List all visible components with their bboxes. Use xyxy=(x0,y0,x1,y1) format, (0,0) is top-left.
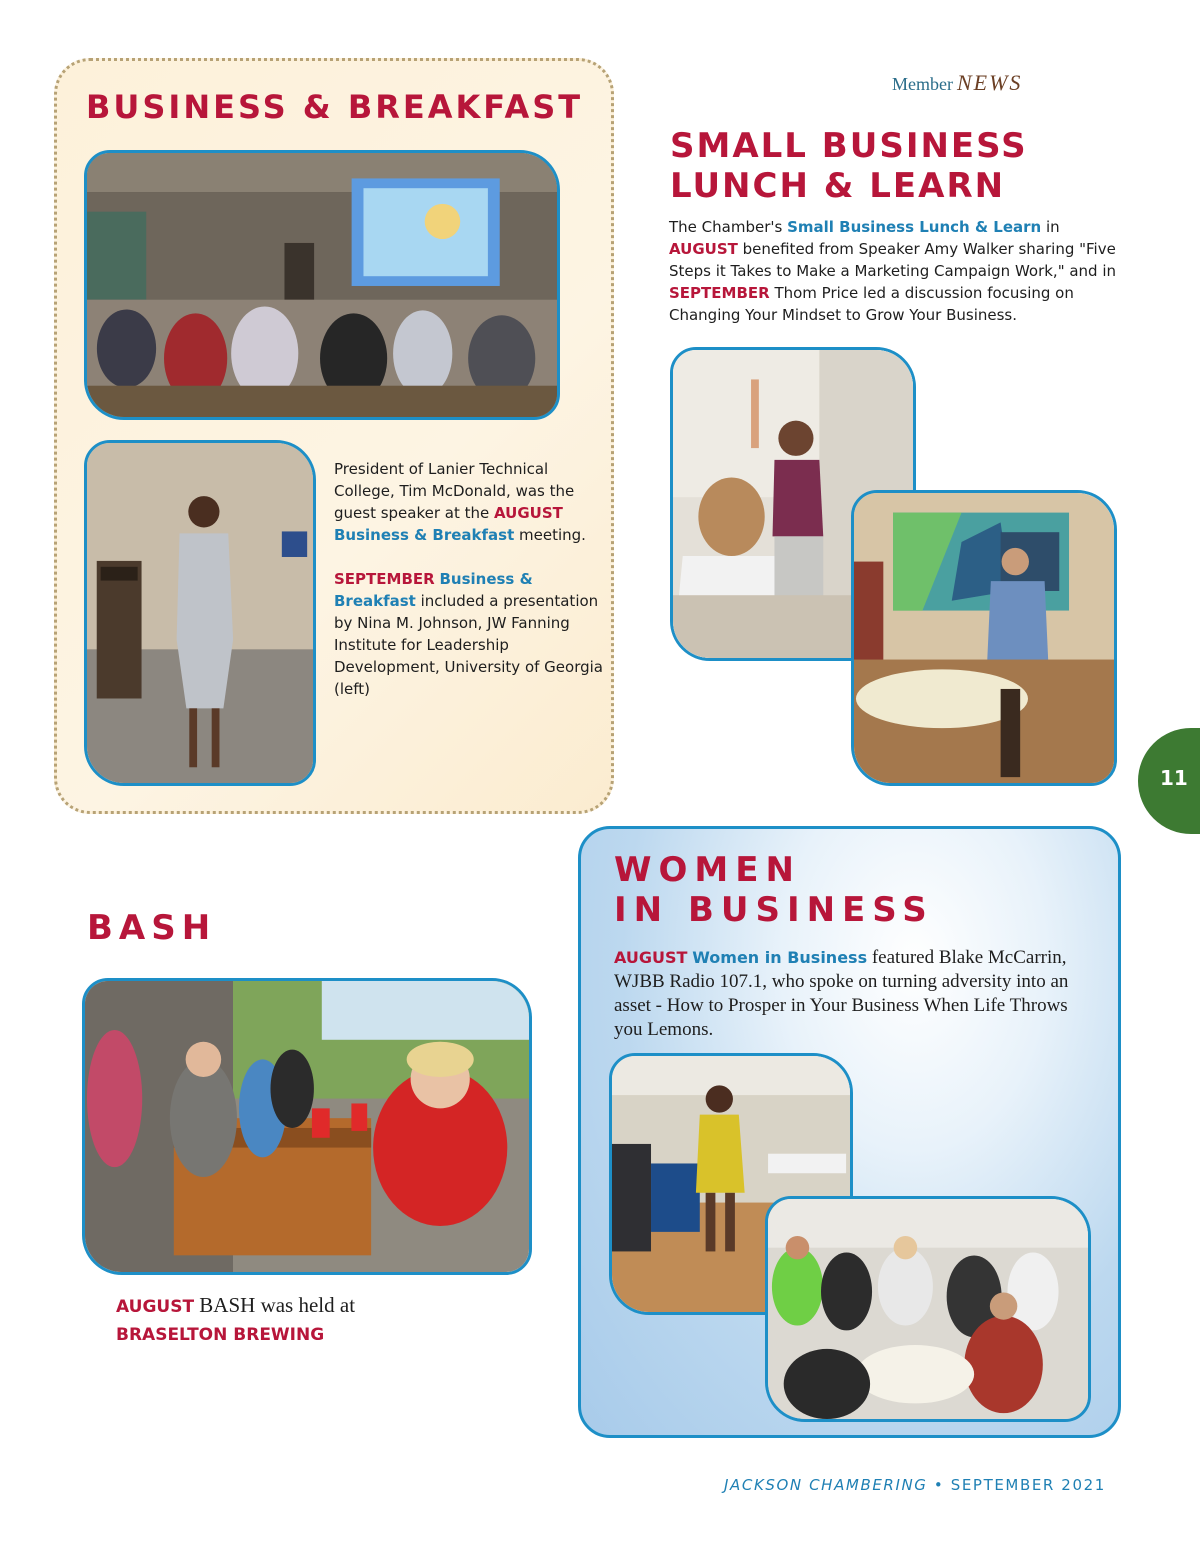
sb-title-line-2: LUNCH & LEARN xyxy=(670,166,1006,206)
lunch-presenter-photo xyxy=(851,490,1117,786)
small-business-title xyxy=(670,126,1028,206)
page-number: 11 xyxy=(1160,766,1188,790)
header-member: Member xyxy=(892,74,953,94)
breakfast-audience-photo xyxy=(84,150,560,420)
women-in-business-title xyxy=(614,850,934,930)
header-news: NEWS xyxy=(956,70,1023,95)
bash-title: BASH xyxy=(87,908,217,948)
sb-t4: Thom Price led a discussion focusing on Changing Your Mindset to Grow Your Business. xyxy=(669,284,1074,324)
sb-t2: in xyxy=(1041,218,1060,236)
bb-p2-month: SEPTEMBER xyxy=(334,570,435,588)
sb-event: Small Business Lunch & Learn xyxy=(787,218,1042,236)
bb-p2-text: included a presentation by Nina M. Johnson, JW Fanning Institute for Leadership Development, University of Georgia (left) xyxy=(334,592,603,698)
bash-place: BRASELTON BREWING xyxy=(116,1325,325,1345)
business-breakfast-text xyxy=(334,458,604,700)
footer-separator: • xyxy=(927,1476,951,1494)
bash-text: BASH was held at xyxy=(194,1293,356,1317)
wib-month: AUGUST xyxy=(614,948,688,967)
bash-event-photo xyxy=(82,978,532,1275)
sb-title-line-1: SMALL BUSINESS xyxy=(670,126,1028,166)
sb-month-1: AUGUST xyxy=(669,240,738,258)
women-in-business-text xyxy=(614,946,1092,1042)
sb-month-2: SEPTEMBER xyxy=(669,284,770,302)
footer-publication: JACKSON CHAMBERING xyxy=(724,1476,928,1494)
bb-paragraph-1 xyxy=(334,458,604,546)
bb-p1-month: AUGUST xyxy=(494,504,563,522)
bb-p1-end: meeting. xyxy=(514,526,586,544)
bb-p1-intro: President of Lanier Technical College, Tim McDonald, was the guest speaker at the xyxy=(334,460,575,522)
sb-t3: benefited from Speaker Amy Walker sharing "Five Steps it Takes to Make a Marketing Campaign Work," and in xyxy=(669,240,1117,280)
bb-p2-event: Business & Breakfast xyxy=(334,570,533,610)
bash-month: AUGUST xyxy=(116,1297,195,1317)
wib-title-line-1: WOMEN xyxy=(614,850,801,890)
wib-t1: featured Blake McCarrin, WJBB Radio 107.1, who spoke on turning adversity into an asset - How to Prosper in Your Business When Life Throws you Lemons. xyxy=(614,947,1069,1040)
wib-audience-photo xyxy=(765,1196,1091,1422)
wib-title-line-2: IN BUSINESS xyxy=(614,890,934,930)
sb-t1: The Chamber's xyxy=(669,218,788,236)
small-business-text xyxy=(669,216,1119,326)
section-header xyxy=(892,70,1022,96)
bb-p1-event: Business & Breakfast xyxy=(334,526,515,544)
footer-issue: SEPTEMBER 2021 xyxy=(950,1476,1106,1494)
speaker-portrait-photo xyxy=(84,440,316,786)
bb-paragraph-2 xyxy=(334,568,604,700)
wib-event: Women in Business xyxy=(692,948,868,967)
business-breakfast-title: BUSINESS & BREAKFAST xyxy=(86,88,584,126)
page-footer xyxy=(724,1476,1106,1494)
bash-caption xyxy=(116,1292,446,1348)
